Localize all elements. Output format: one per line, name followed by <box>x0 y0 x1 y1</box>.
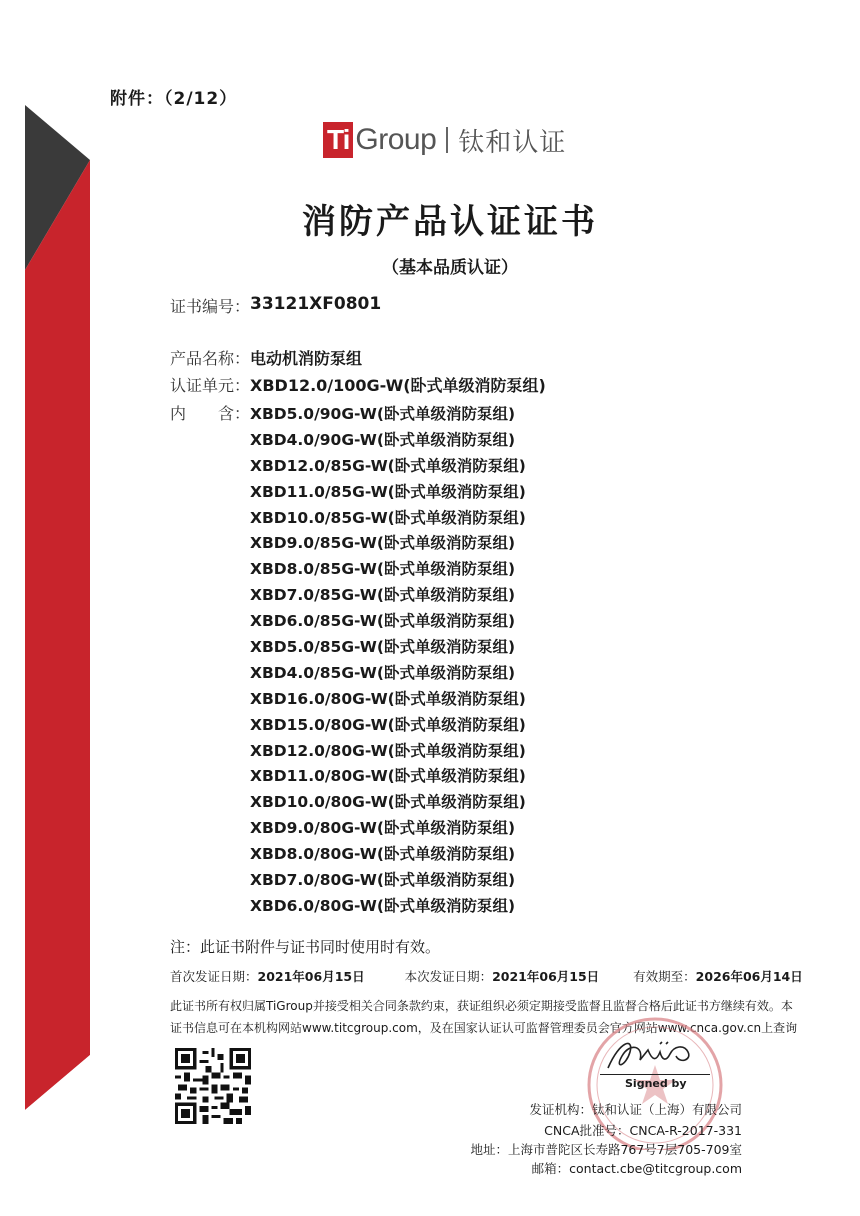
model-item: XBD12.0/80G-W(卧式单级消防泵组) <box>250 741 526 760</box>
product-name-row <box>170 346 362 369</box>
cert-number-label: 证书编号： <box>170 297 251 316</box>
tigroup-logo <box>323 120 566 160</box>
cert-unit-label: 认证单元： <box>170 376 251 395</box>
signature-line <box>600 1074 710 1075</box>
handwritten-signature <box>600 1030 710 1075</box>
model-list <box>250 402 526 920</box>
cert-number-value: 33121XF0801 <box>250 294 382 314</box>
this-issue-date: 2021年06月15日 <box>492 969 600 984</box>
logo-chinese-name: 钛和认证 <box>458 127 567 158</box>
model-item: XBD10.0/85G-W(卧式单级消防泵组) <box>250 508 526 527</box>
signed-by-label: Signed by <box>625 1077 687 1090</box>
logo-divider <box>446 127 448 153</box>
this-issue-label: 本次发证日期： <box>404 969 493 984</box>
model-item: XBD7.0/85G-W(卧式单级消防泵组) <box>250 586 516 605</box>
valid-until-label: 有效期至： <box>633 969 696 984</box>
model-item: XBD6.0/85G-W(卧式单级消防泵组) <box>250 612 516 631</box>
model-item: XBD15.0/80G-W(卧式单级消防泵组) <box>250 715 526 734</box>
model-item: XBD16.0/80G-W(卧式单级消防泵组) <box>250 689 526 708</box>
model-item: XBD11.0/80G-W(卧式单级消防泵组) <box>250 767 526 786</box>
model-item: XBD4.0/85G-W(卧式单级消防泵组) <box>250 663 516 682</box>
cnca-approval-number: CNCA批准号：CNCA-R-2017-331 <box>544 1123 742 1138</box>
valid-until-date: 2026年06月14日 <box>695 969 803 984</box>
model-item: XBD7.0/80G-W(卧式单级消防泵组) <box>250 871 516 890</box>
qr-code <box>175 1048 251 1124</box>
product-name-value: 电动机消防泵组 <box>250 349 363 368</box>
attachment-page-number: 附件：（2/12） <box>110 89 238 109</box>
model-item: XBD11.0/85G-W(卧式单级消防泵组) <box>250 482 526 501</box>
model-item: XBD5.0/90G-W(卧式单级消防泵组) <box>250 405 516 423</box>
model-item: XBD4.0/90G-W(卧式单级消防泵组) <box>250 430 516 449</box>
first-issue-label: 首次发证日期： <box>170 969 258 984</box>
legal-line: 此证书所有权归属TiGroup并接受相关合同条款约束，获证组织必须定期接受监督且监督合格后此证书方继续有效。本 <box>170 999 793 1013</box>
certificate-title: 消防产品认证证书 <box>302 202 598 242</box>
model-item: XBD8.0/80G-W(卧式单级消防泵组) <box>250 845 516 864</box>
cert-unit-value: XBD12.0/100G-W(卧式单级消防泵组) <box>250 376 546 395</box>
model-item: XBD12.0/85G-W(卧式单级消防泵组) <box>250 456 526 475</box>
issue-dates <box>170 967 803 985</box>
legal-line: 证书信息可在本机构网站www.titcgroup.com，及在国家认证认可监督管理委员会官方网站www.cnca.gov.cn上查询 <box>170 1021 798 1035</box>
certificate-subtitle: （基本品质认证） <box>382 258 518 278</box>
validity-note: 注：此证书附件与证书同时使用时有效。 <box>170 938 441 956</box>
logo-ti-mark: Ti <box>323 122 353 158</box>
model-item: XBD5.0/85G-W(卧式单级消防泵组) <box>250 638 516 657</box>
logo-group-text: Group <box>355 123 437 156</box>
first-issue-date: 2021年06月15日 <box>257 969 365 984</box>
model-item: XBD6.0/80G-W(卧式单级消防泵组) <box>250 896 516 915</box>
cert-number-row <box>170 294 381 317</box>
model-item: XBD9.0/80G-W(卧式单级消防泵组) <box>250 819 516 838</box>
issuer-email: 邮箱：contact.cbe@titcgroup.com <box>531 1161 742 1176</box>
model-item: XBD8.0/85G-W(卧式单级消防泵组) <box>250 560 516 579</box>
decorative-side-stripe <box>0 0 120 1216</box>
product-name-label: 产品名称： <box>170 349 251 368</box>
cert-unit-row <box>170 373 546 396</box>
model-item: XBD9.0/85G-W(卧式单级消防泵组) <box>250 534 516 553</box>
model-item: XBD10.0/80G-W(卧式单级消防泵组) <box>250 793 526 812</box>
contains-label: 内 含： <box>170 404 251 423</box>
issuer-address: 地址：上海市普陀区长寿路767号7层705-709室 <box>470 1142 742 1157</box>
issuer-name: 发证机构：钛和认证（上海）有限公司 <box>529 1102 742 1117</box>
contains-row <box>170 401 250 424</box>
